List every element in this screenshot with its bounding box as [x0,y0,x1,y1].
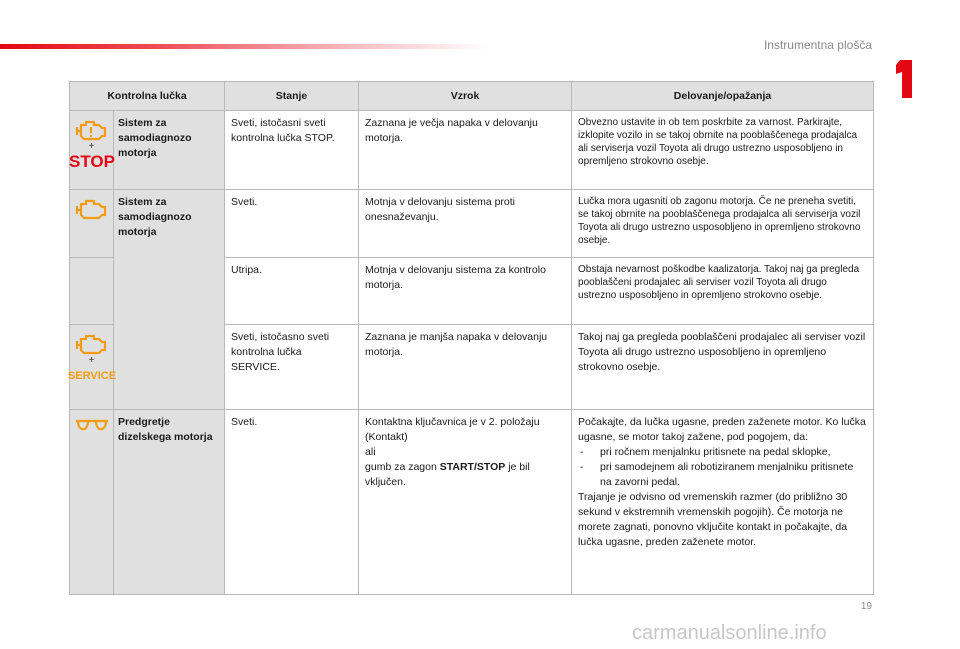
cause-cell: Motnja v delovanju sistema za kontrolo motorja. [359,258,572,325]
table-row [70,111,874,190]
service-badge-icon [67,367,117,382]
action-cell: Lučka mora ugasniti ob zagonu motorja. Če ne preneha svetiti, se takoj obrnite na pooblaščenega prodajalca ali serviserja vozil Toyota ali drugo ustrezno usposobljeno in opremljeno strokovno osebje. [572,190,874,258]
list-item: - pri ročnem menjalnku pritisnete na pedal sklopke, [578,445,867,460]
table-row [70,190,874,258]
cause-cell: Zaznana je manjša napaka v delovanju motorja. [359,325,572,410]
cause-button-label: gumb za zagon [365,461,437,473]
action-list [578,445,867,490]
table-header-row [70,82,874,111]
plus-sign: + [88,141,95,152]
cause-cell: Motnja v delovanju sistema proti onesnaževanju. [359,190,572,258]
svg-text:STOP: STOP [68,152,115,171]
action-outro: Trajanje je odvisno od vremenskih razmer (do približno 30 sekund v ekstremnih vremenskih pogojih). Če motorja ne morete zagnati, ponovno vključite kontakt in počakajte, da lučka ugasne, preden zaženete motor. [578,491,848,548]
state-cell: Sveti, istočasni sveti kontrolna lučka STOP. [225,111,359,190]
engine-warning-icon [74,119,110,141]
glow-plug-icon [74,418,110,434]
icon-cell [67,325,117,410]
state-cell: Sveti, istočasno sveti kontrolna lučka SERVICE. [225,325,359,410]
lamp-name: Sistem za samodiagnozo motorja [114,111,225,190]
cause-cell: Zaznana je večja napaka v delovanju motorja. [359,111,572,190]
icon-cell [70,111,114,190]
action-cell: Takoj naj ga pregleda pooblaščeni prodajalec ali serviser vozil Toyota ali drugo ustrezno usposobljeno in opremljeno strokovno osebje. [572,325,874,410]
start-stop-label: START/STOP [439,461,506,473]
column-header-lamp: Kontrolna lučka [70,82,225,111]
column-header-cause: Vzrok [359,82,572,111]
table-row [70,410,874,595]
plus-sign: + [88,355,95,366]
icon-cell [70,258,114,325]
list-item: - pri samodejnem ali robotiziranem menjalniku pritisnete na zavorni pedal. [578,460,867,490]
action-cell: Obstaja nevarnost poškodbe kaalizatorja. Takoj naj ga pregleda pooblaščeni prodajalec ali serviser vozil Toyota ali drugo ustrezno usposobljeno in opremljeno strokovno osebje. [572,258,874,325]
warning-lights-table [69,81,874,595]
stop-badge-icon [68,152,115,171]
page-number: 19 [860,601,872,612]
lamp-name: Sistem za samodiagnozo motorja [114,190,225,410]
engine-warning-icon [74,198,110,220]
action-intro: Počakajte, da lučka ugasne, preden zaženete motor. Ko lučka ugasne, se motor takoj zažene, pod pogojem, da: [578,416,866,443]
section-title: Instrumentna plošča [763,38,872,52]
watermark: carmanualsonline.info [632,622,827,644]
action-cell [572,410,874,595]
state-cell: Utripa. [225,258,359,325]
lamp-name: Predgretje dizelskega motorja [114,410,225,595]
cause-text-end: je bil vključen. [365,461,530,488]
column-header-action: Delovanje/opažanja [572,82,874,111]
cause-cell [359,410,572,595]
svg-text:SERVICE: SERVICE [67,370,117,382]
state-cell: Sveti. [225,410,359,595]
state-cell: Sveti. [225,190,359,258]
chapter-number-icon [894,60,918,98]
cause-text: Kontaktna ključavnica je v 2. položaju (Kontakt) [365,416,540,443]
header-accent-bar [0,44,490,49]
icon-cell [70,410,114,595]
icon-cell [70,190,114,258]
column-header-state: Stanje [225,82,359,111]
cause-or: ali [365,446,376,458]
engine-warning-icon [74,333,110,355]
action-cell: Obvezno ustavite in ob tem poskrbite za varnost. Parkirajte, izklopite vozilo in se takoj obrnite na pooblaščenega prodajalca ali serviserja vozil Toyota ali drugo ustrezno usposobljeno in opremljeno strokovno osebje. [572,111,874,190]
